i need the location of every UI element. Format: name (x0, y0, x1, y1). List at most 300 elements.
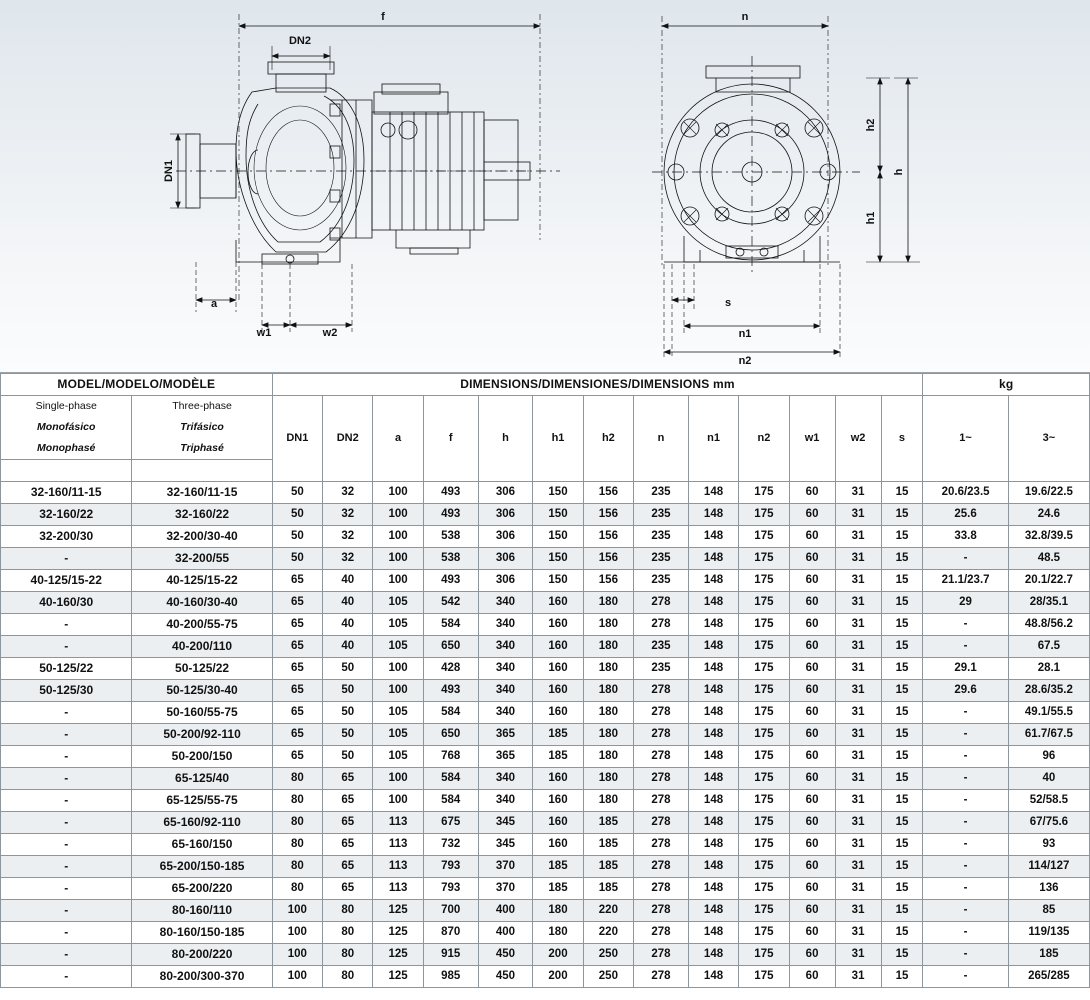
cell-w2: 31 (835, 966, 881, 988)
cell-w1: 60 (789, 482, 835, 504)
cell-kg-single: - (923, 548, 1008, 570)
cell-a: 105 (373, 614, 423, 636)
cell-s: 15 (881, 900, 923, 922)
cell-model-three: 50-125/30-40 (132, 680, 272, 702)
cell-kg-single: - (923, 768, 1008, 790)
cell-s: 15 (881, 834, 923, 856)
cell-n: 278 (634, 900, 689, 922)
cell-model-three: 40-200/55-75 (132, 614, 272, 636)
cell-n: 278 (634, 614, 689, 636)
cell-kg-single: - (923, 834, 1008, 856)
cell-h1: 150 (533, 504, 583, 526)
col-n: n (634, 396, 689, 482)
cell-kg-single: - (923, 636, 1008, 658)
cell-w2: 31 (835, 504, 881, 526)
cell-h2: 180 (583, 768, 633, 790)
cell-h2: 180 (583, 702, 633, 724)
cell-h: 306 (478, 482, 533, 504)
cell-a: 100 (373, 482, 423, 504)
cell-model-three: 65-160/150 (132, 834, 272, 856)
cell-h1: 160 (533, 658, 583, 680)
three-phase-fr: Triphasé (180, 442, 224, 454)
cell-h2: 185 (583, 834, 633, 856)
cell-a: 100 (373, 790, 423, 812)
three-phase-es: Trifásico (180, 421, 224, 433)
cell-h2: 156 (583, 504, 633, 526)
cell-kg-single: - (923, 812, 1008, 834)
cell-kg-three: 85 (1008, 900, 1089, 922)
cell-dn1: 65 (272, 614, 322, 636)
cell-h: 340 (478, 702, 533, 724)
cell-f: 700 (423, 900, 478, 922)
cell-w1: 60 (789, 680, 835, 702)
cell-n: 278 (634, 856, 689, 878)
cell-s: 15 (881, 680, 923, 702)
cell-h: 365 (478, 746, 533, 768)
cell-a: 100 (373, 570, 423, 592)
cell-n1: 148 (688, 746, 738, 768)
cell-h1: 150 (533, 570, 583, 592)
cell-model-single: - (1, 900, 132, 922)
cell-model-single: 40-160/30 (1, 592, 132, 614)
cell-n: 278 (634, 680, 689, 702)
cell-kg-single: 29.1 (923, 658, 1008, 680)
cell-h1: 160 (533, 702, 583, 724)
cell-w1: 60 (789, 878, 835, 900)
cell-kg-single: 29 (923, 592, 1008, 614)
cell-s: 15 (881, 966, 923, 988)
cell-h2: 180 (583, 614, 633, 636)
cell-n2: 175 (739, 900, 789, 922)
cell-kg-single: - (923, 856, 1008, 878)
col-n2: n2 (739, 396, 789, 482)
cell-h2: 180 (583, 790, 633, 812)
cell-h2: 156 (583, 482, 633, 504)
cell-dn2: 65 (323, 856, 373, 878)
table-row (1, 680, 1090, 702)
header-dimensions: DIMENSIONS/DIMENSIONES/DIMENSIONS mm (272, 374, 923, 396)
cell-w2: 31 (835, 526, 881, 548)
single-phase-fr: Monophasé (37, 442, 96, 454)
cell-n2: 175 (739, 526, 789, 548)
cell-w1: 60 (789, 966, 835, 988)
cell-dn1: 100 (272, 922, 322, 944)
cell-model-three: 40-125/15-22 (132, 570, 272, 592)
cell-n: 278 (634, 790, 689, 812)
cell-kg-single: - (923, 944, 1008, 966)
cell-n1: 148 (688, 526, 738, 548)
cell-f: 768 (423, 746, 478, 768)
cell-model-three: 80-160/110 (132, 900, 272, 922)
cell-w1: 60 (789, 922, 835, 944)
cell-w1: 60 (789, 570, 835, 592)
col-dn2: DN2 (323, 396, 373, 482)
table-row (1, 636, 1090, 658)
cell-w2: 31 (835, 834, 881, 856)
cell-f: 915 (423, 944, 478, 966)
cell-n2: 175 (739, 482, 789, 504)
cell-model-single: - (1, 636, 132, 658)
table-row (1, 548, 1090, 570)
cell-n2: 175 (739, 702, 789, 724)
table-row (1, 658, 1090, 680)
cell-f: 428 (423, 658, 478, 680)
cell-h1: 160 (533, 790, 583, 812)
label-w2: w2 (322, 327, 338, 339)
cell-a: 105 (373, 746, 423, 768)
cell-model-single: - (1, 834, 132, 856)
cell-w2: 31 (835, 768, 881, 790)
cell-model-single: - (1, 548, 132, 570)
cell-h: 370 (478, 856, 533, 878)
cell-model-single: - (1, 614, 132, 636)
cell-n1: 148 (688, 702, 738, 724)
cell-n2: 175 (739, 548, 789, 570)
single-phase-en: Single-phase (35, 400, 97, 412)
three-phase-en: Three-phase (172, 400, 232, 412)
cell-kg-three: 32.8/39.5 (1008, 526, 1089, 548)
cell-kg-single: - (923, 746, 1008, 768)
table-row (1, 944, 1090, 966)
cell-s: 15 (881, 702, 923, 724)
cell-h1: 200 (533, 944, 583, 966)
table-row (1, 900, 1090, 922)
cell-w2: 31 (835, 592, 881, 614)
cell-dn2: 32 (323, 482, 373, 504)
cell-w2: 31 (835, 702, 881, 724)
table-row (1, 614, 1090, 636)
cell-f: 985 (423, 966, 478, 988)
cell-h: 340 (478, 768, 533, 790)
cell-model-single: - (1, 812, 132, 834)
cell-h1: 160 (533, 592, 583, 614)
cell-s: 15 (881, 878, 923, 900)
cell-f: 493 (423, 482, 478, 504)
cell-n2: 175 (739, 768, 789, 790)
cell-w2: 31 (835, 812, 881, 834)
cell-s: 15 (881, 922, 923, 944)
cell-dn2: 50 (323, 702, 373, 724)
cell-n: 278 (634, 944, 689, 966)
cell-s: 15 (881, 768, 923, 790)
cell-model-three: 80-200/220 (132, 944, 272, 966)
label-h: h (893, 168, 905, 176)
cell-h: 450 (478, 966, 533, 988)
cell-h: 365 (478, 724, 533, 746)
cell-h: 400 (478, 922, 533, 944)
cell-model-single: 50-125/30 (1, 680, 132, 702)
cell-a: 113 (373, 812, 423, 834)
cell-w2: 31 (835, 548, 881, 570)
cell-dn2: 65 (323, 768, 373, 790)
cell-dn2: 50 (323, 680, 373, 702)
cell-kg-three: 265/285 (1008, 966, 1089, 988)
table-row (1, 482, 1090, 504)
cell-n: 278 (634, 768, 689, 790)
cell-dn2: 40 (323, 592, 373, 614)
cell-n2: 175 (739, 504, 789, 526)
cell-n1: 148 (688, 900, 738, 922)
cell-model-three: 50-200/92-110 (132, 724, 272, 746)
cell-h2: 180 (583, 680, 633, 702)
cell-w1: 60 (789, 614, 835, 636)
cell-h1: 160 (533, 636, 583, 658)
cell-h1: 185 (533, 856, 583, 878)
cell-n2: 175 (739, 878, 789, 900)
cell-dn2: 80 (323, 944, 373, 966)
cell-n2: 175 (739, 724, 789, 746)
table-row (1, 504, 1090, 526)
cell-n1: 148 (688, 922, 738, 944)
table-row (1, 702, 1090, 724)
cell-h1: 160 (533, 614, 583, 636)
cell-s: 15 (881, 812, 923, 834)
cell-kg-three: 28.6/35.2 (1008, 680, 1089, 702)
cell-kg-three: 93 (1008, 834, 1089, 856)
cell-dn1: 65 (272, 570, 322, 592)
cell-model-single: 32-200/30 (1, 526, 132, 548)
cell-n1: 148 (688, 768, 738, 790)
cell-n1: 148 (688, 570, 738, 592)
cell-kg-three: 19.6/22.5 (1008, 482, 1089, 504)
cell-model-three: 65-200/220 (132, 878, 272, 900)
cell-w2: 31 (835, 944, 881, 966)
cell-kg-three: 96 (1008, 746, 1089, 768)
cell-h2: 220 (583, 922, 633, 944)
spacer-three (132, 460, 272, 482)
cell-h1: 200 (533, 966, 583, 988)
cell-n2: 175 (739, 856, 789, 878)
cell-dn2: 80 (323, 900, 373, 922)
cell-kg-three: 67/75.6 (1008, 812, 1089, 834)
label-dn2: DN2 (288, 35, 312, 47)
cell-w1: 60 (789, 746, 835, 768)
cell-w1: 60 (789, 724, 835, 746)
cell-model-three: 32-200/55 (132, 548, 272, 570)
cell-n1: 148 (688, 636, 738, 658)
cell-w2: 31 (835, 790, 881, 812)
cell-h: 345 (478, 834, 533, 856)
cell-h: 340 (478, 636, 533, 658)
header-three-phase (132, 396, 272, 460)
cell-kg-three: 119/135 (1008, 922, 1089, 944)
cell-s: 15 (881, 570, 923, 592)
cell-h: 306 (478, 570, 533, 592)
col-kg-single: 1~ (923, 396, 1008, 482)
cell-n: 278 (634, 922, 689, 944)
cell-a: 100 (373, 768, 423, 790)
cell-dn2: 65 (323, 878, 373, 900)
cell-model-single: - (1, 790, 132, 812)
cell-dn1: 65 (272, 702, 322, 724)
cell-n2: 175 (739, 922, 789, 944)
cell-model-three: 65-125/40 (132, 768, 272, 790)
cell-dn2: 80 (323, 922, 373, 944)
cell-w2: 31 (835, 746, 881, 768)
cell-kg-single: - (923, 878, 1008, 900)
cell-kg-three: 61.7/67.5 (1008, 724, 1089, 746)
cell-h2: 180 (583, 658, 633, 680)
cell-dn1: 80 (272, 878, 322, 900)
cell-s: 15 (881, 504, 923, 526)
cell-f: 870 (423, 922, 478, 944)
cell-w2: 31 (835, 900, 881, 922)
cell-a: 100 (373, 680, 423, 702)
cell-n1: 148 (688, 680, 738, 702)
cell-kg-single: - (923, 966, 1008, 988)
cell-n1: 148 (688, 658, 738, 680)
cell-h2: 185 (583, 812, 633, 834)
cell-kg-single: 20.6/23.5 (923, 482, 1008, 504)
table-row (1, 834, 1090, 856)
cell-a: 125 (373, 900, 423, 922)
cell-n1: 148 (688, 504, 738, 526)
cell-w1: 60 (789, 526, 835, 548)
cell-h1: 185 (533, 746, 583, 768)
cell-a: 125 (373, 966, 423, 988)
cell-w2: 31 (835, 482, 881, 504)
cell-w1: 60 (789, 702, 835, 724)
cell-dn2: 65 (323, 812, 373, 834)
cell-h2: 185 (583, 878, 633, 900)
cell-h2: 156 (583, 526, 633, 548)
cell-h: 400 (478, 900, 533, 922)
cell-w1: 60 (789, 944, 835, 966)
cell-n2: 175 (739, 570, 789, 592)
col-s: s (881, 396, 923, 482)
cell-kg-single: - (923, 900, 1008, 922)
table-row (1, 570, 1090, 592)
cell-f: 584 (423, 790, 478, 812)
cell-n: 235 (634, 658, 689, 680)
cell-n1: 148 (688, 724, 738, 746)
cell-w1: 60 (789, 768, 835, 790)
cell-f: 538 (423, 526, 478, 548)
cell-h: 340 (478, 658, 533, 680)
cell-dn2: 32 (323, 526, 373, 548)
cell-model-single: 32-160/11-15 (1, 482, 132, 504)
cell-h1: 180 (533, 922, 583, 944)
cell-model-single: 40-125/15-22 (1, 570, 132, 592)
cell-dn1: 100 (272, 900, 322, 922)
cell-h1: 150 (533, 548, 583, 570)
cell-kg-single: - (923, 790, 1008, 812)
cell-dn1: 65 (272, 636, 322, 658)
cell-dn1: 50 (272, 482, 322, 504)
col-w1: w1 (789, 396, 835, 482)
cell-a: 105 (373, 702, 423, 724)
cell-n2: 175 (739, 834, 789, 856)
cell-w2: 31 (835, 680, 881, 702)
cell-n1: 148 (688, 614, 738, 636)
cell-s: 15 (881, 724, 923, 746)
cell-n1: 148 (688, 856, 738, 878)
cell-dn1: 100 (272, 966, 322, 988)
cell-model-single: - (1, 702, 132, 724)
cell-dn1: 80 (272, 812, 322, 834)
cell-f: 493 (423, 504, 478, 526)
cell-model-three: 40-200/110 (132, 636, 272, 658)
cell-n2: 175 (739, 944, 789, 966)
cell-dn2: 32 (323, 548, 373, 570)
cell-kg-three: 28/35.1 (1008, 592, 1089, 614)
cell-n2: 175 (739, 966, 789, 988)
cell-dn1: 50 (272, 548, 322, 570)
cell-n: 235 (634, 636, 689, 658)
spacer-single (1, 460, 132, 482)
cell-n: 278 (634, 592, 689, 614)
cell-n2: 175 (739, 680, 789, 702)
cell-dn2: 65 (323, 790, 373, 812)
cell-kg-three: 185 (1008, 944, 1089, 966)
cell-w2: 31 (835, 614, 881, 636)
cell-w2: 31 (835, 878, 881, 900)
cell-w1: 60 (789, 900, 835, 922)
cell-s: 15 (881, 944, 923, 966)
cell-dn1: 100 (272, 944, 322, 966)
col-dn1: DN1 (272, 396, 322, 482)
cell-h2: 185 (583, 856, 633, 878)
cell-a: 105 (373, 636, 423, 658)
cell-h2: 180 (583, 746, 633, 768)
cell-h1: 150 (533, 482, 583, 504)
cell-h: 340 (478, 592, 533, 614)
cell-n: 235 (634, 482, 689, 504)
cell-h1: 185 (533, 724, 583, 746)
cell-a: 113 (373, 856, 423, 878)
cell-kg-three: 24.6 (1008, 504, 1089, 526)
cell-f: 584 (423, 768, 478, 790)
technical-drawing (0, 0, 1090, 373)
cell-dn1: 65 (272, 592, 322, 614)
cell-kg-three: 48.8/56.2 (1008, 614, 1089, 636)
cell-dn2: 50 (323, 746, 373, 768)
cell-kg-single: - (923, 702, 1008, 724)
cell-model-single: - (1, 724, 132, 746)
cell-h: 340 (478, 790, 533, 812)
cell-dn2: 40 (323, 636, 373, 658)
cell-w1: 60 (789, 548, 835, 570)
cell-h: 306 (478, 504, 533, 526)
cell-a: 105 (373, 724, 423, 746)
drawing-svg (0, 0, 1090, 372)
table-row (1, 526, 1090, 548)
cell-model-three: 65-160/92-110 (132, 812, 272, 834)
cell-model-single: 50-125/22 (1, 658, 132, 680)
cell-a: 113 (373, 834, 423, 856)
cell-n1: 148 (688, 944, 738, 966)
cell-kg-three: 28.1 (1008, 658, 1089, 680)
label-f: f (381, 11, 385, 23)
cell-f: 538 (423, 548, 478, 570)
cell-w1: 60 (789, 812, 835, 834)
cell-n1: 148 (688, 812, 738, 834)
label-h1: h1 (865, 211, 877, 225)
cell-kg-single: - (923, 724, 1008, 746)
col-w2: w2 (835, 396, 881, 482)
cell-w2: 31 (835, 636, 881, 658)
cell-dn1: 80 (272, 790, 322, 812)
label-dn1: DN1 (163, 159, 175, 183)
cell-h: 340 (478, 680, 533, 702)
table-row (1, 812, 1090, 834)
cell-h: 340 (478, 614, 533, 636)
cell-w2: 31 (835, 570, 881, 592)
cell-kg-single: - (923, 922, 1008, 944)
cell-h: 450 (478, 944, 533, 966)
table-row (1, 790, 1090, 812)
cell-h: 345 (478, 812, 533, 834)
